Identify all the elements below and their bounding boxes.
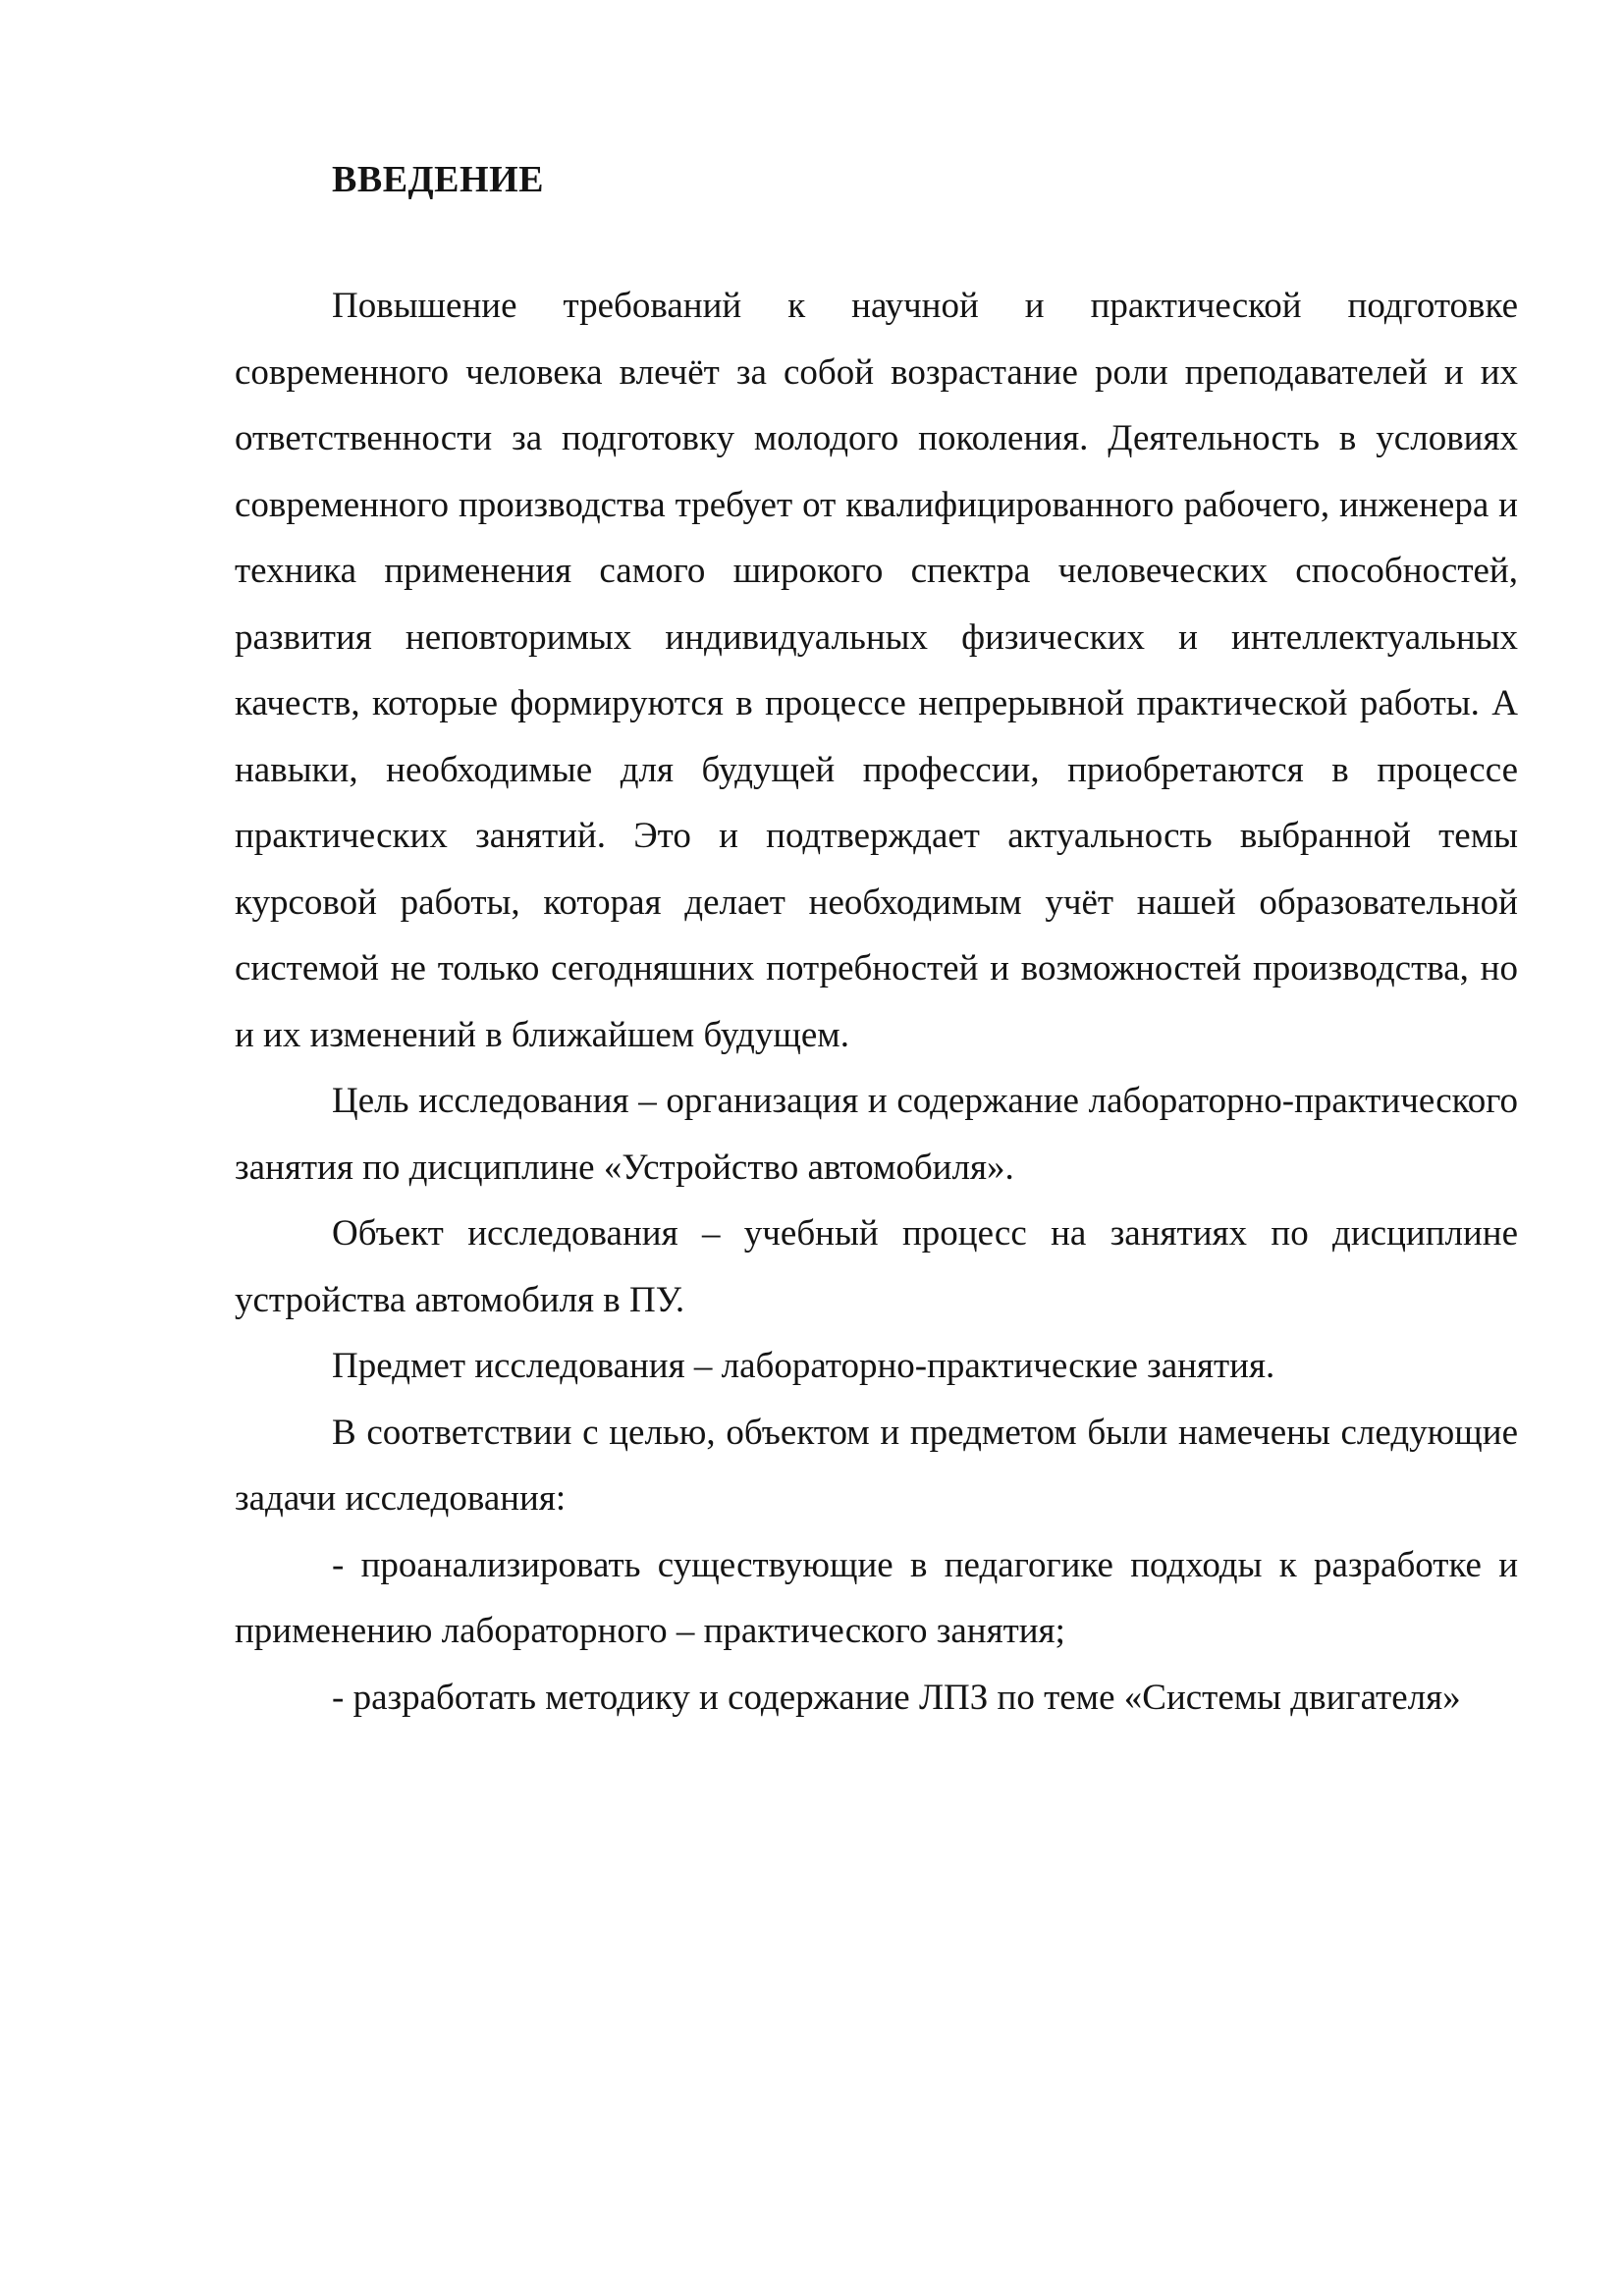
paragraph-task-develop: - разработать методику и содержание ЛПЗ по теме «Системы двигателя» [332,1677,1461,1718]
section-heading: ВВЕДЕНИЕ [332,159,544,200]
paragraph-research-goal: Цель исследования – организация и содержание лабораторно-практического занятия по дисциплине «Устройство автомобиля». [235,1081,1518,1188]
paragraph-tasks-intro: В соответствии с целью, объектом и предметом были намечены следующие задачи исследования: [235,1412,1518,1519]
paragraph-research-subject: Предмет исследования – лабораторно-практические занятия. [332,1346,1275,1386]
document-body [235,157,1518,1731]
paragraph-task-analyze: - проанализировать существующие в педагогике подходы к разработке и применению лабораторного – практического занятия; [235,1544,1518,1651]
paragraph-research-object: Объект исследования – учебный процесс на занятиях по дисциплине устройства автомобиля в ПУ. [235,1213,1518,1320]
paragraph-relevance: Повышение требований к научной и практической подготовке современного человека влечёт за собой возрастание роли преподавателей и их ответственности за подготовку молодого поколения. Деятельность в условиях современного производства требует от квалифицированного рабочего, инженера и техника применения самого широкого спектра человеческих способностей, развития неповторимых индивидуальных физических и интеллектуальных качеств, которые формируются в процессе непрерывной практической работы. А навыки, необходимые для будущей профессии, приобретаются в процессе практических занятий. Это и подтверждает актуальность выбранной темы курсовой работы, которая делает необходимым учёт нашей образовательной системой не только сегодняшних потребностей и возможностей производства, но и их изменений в ближайшем будущем. [235,286,1518,1055]
